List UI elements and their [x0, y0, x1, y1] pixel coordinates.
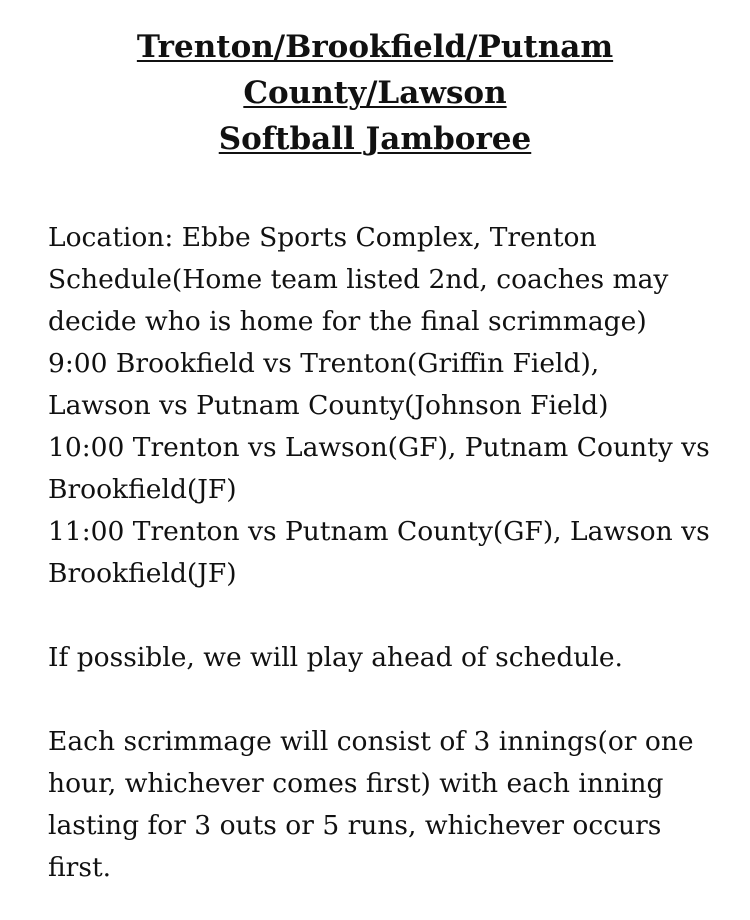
paragraph-gap	[48, 595, 738, 637]
rules-line: first.	[48, 852, 112, 883]
schedule-line: Lawson vs Putnam County(Johnson Field)	[48, 390, 609, 421]
schedule-line: Schedule(Home team listed 2nd, coaches may	[48, 264, 669, 295]
ahead-of-schedule-note: If possible, we will play ahead of schedule.	[48, 642, 623, 673]
document-body	[48, 217, 738, 889]
rules-line: lasting for 3 outs or 5 runs, whichever occurs	[48, 810, 662, 841]
paragraph-gap	[48, 679, 738, 721]
title-line-2: County/Lawson	[243, 75, 507, 111]
document-title	[0, 24, 750, 162]
schedule-line: Brookfield(JF)	[48, 474, 237, 505]
schedule-line: decide who is home for the final scrimmage)	[48, 306, 647, 337]
title-line-1: Trenton/Brookfield/Putnam	[136, 29, 614, 65]
rules-line: hour, whichever comes first) with each inning	[48, 768, 664, 799]
title-line-3: Softball Jamboree	[218, 121, 532, 157]
schedule-line: 10:00 Trenton vs Lawson(GF), Putnam County vs	[48, 432, 710, 463]
rules-line: Each scrimmage will consist of 3 innings(or one	[48, 726, 694, 757]
location-line: Location: Ebbe Sports Complex, Trenton	[48, 222, 597, 253]
schedule-line: 9:00 Brookfield vs Trenton(Griffin Field),	[48, 348, 600, 379]
schedule-line: 11:00 Trenton vs Putnam County(GF), Lawson vs	[48, 516, 710, 547]
schedule-line: Brookfield(JF)	[48, 558, 237, 589]
